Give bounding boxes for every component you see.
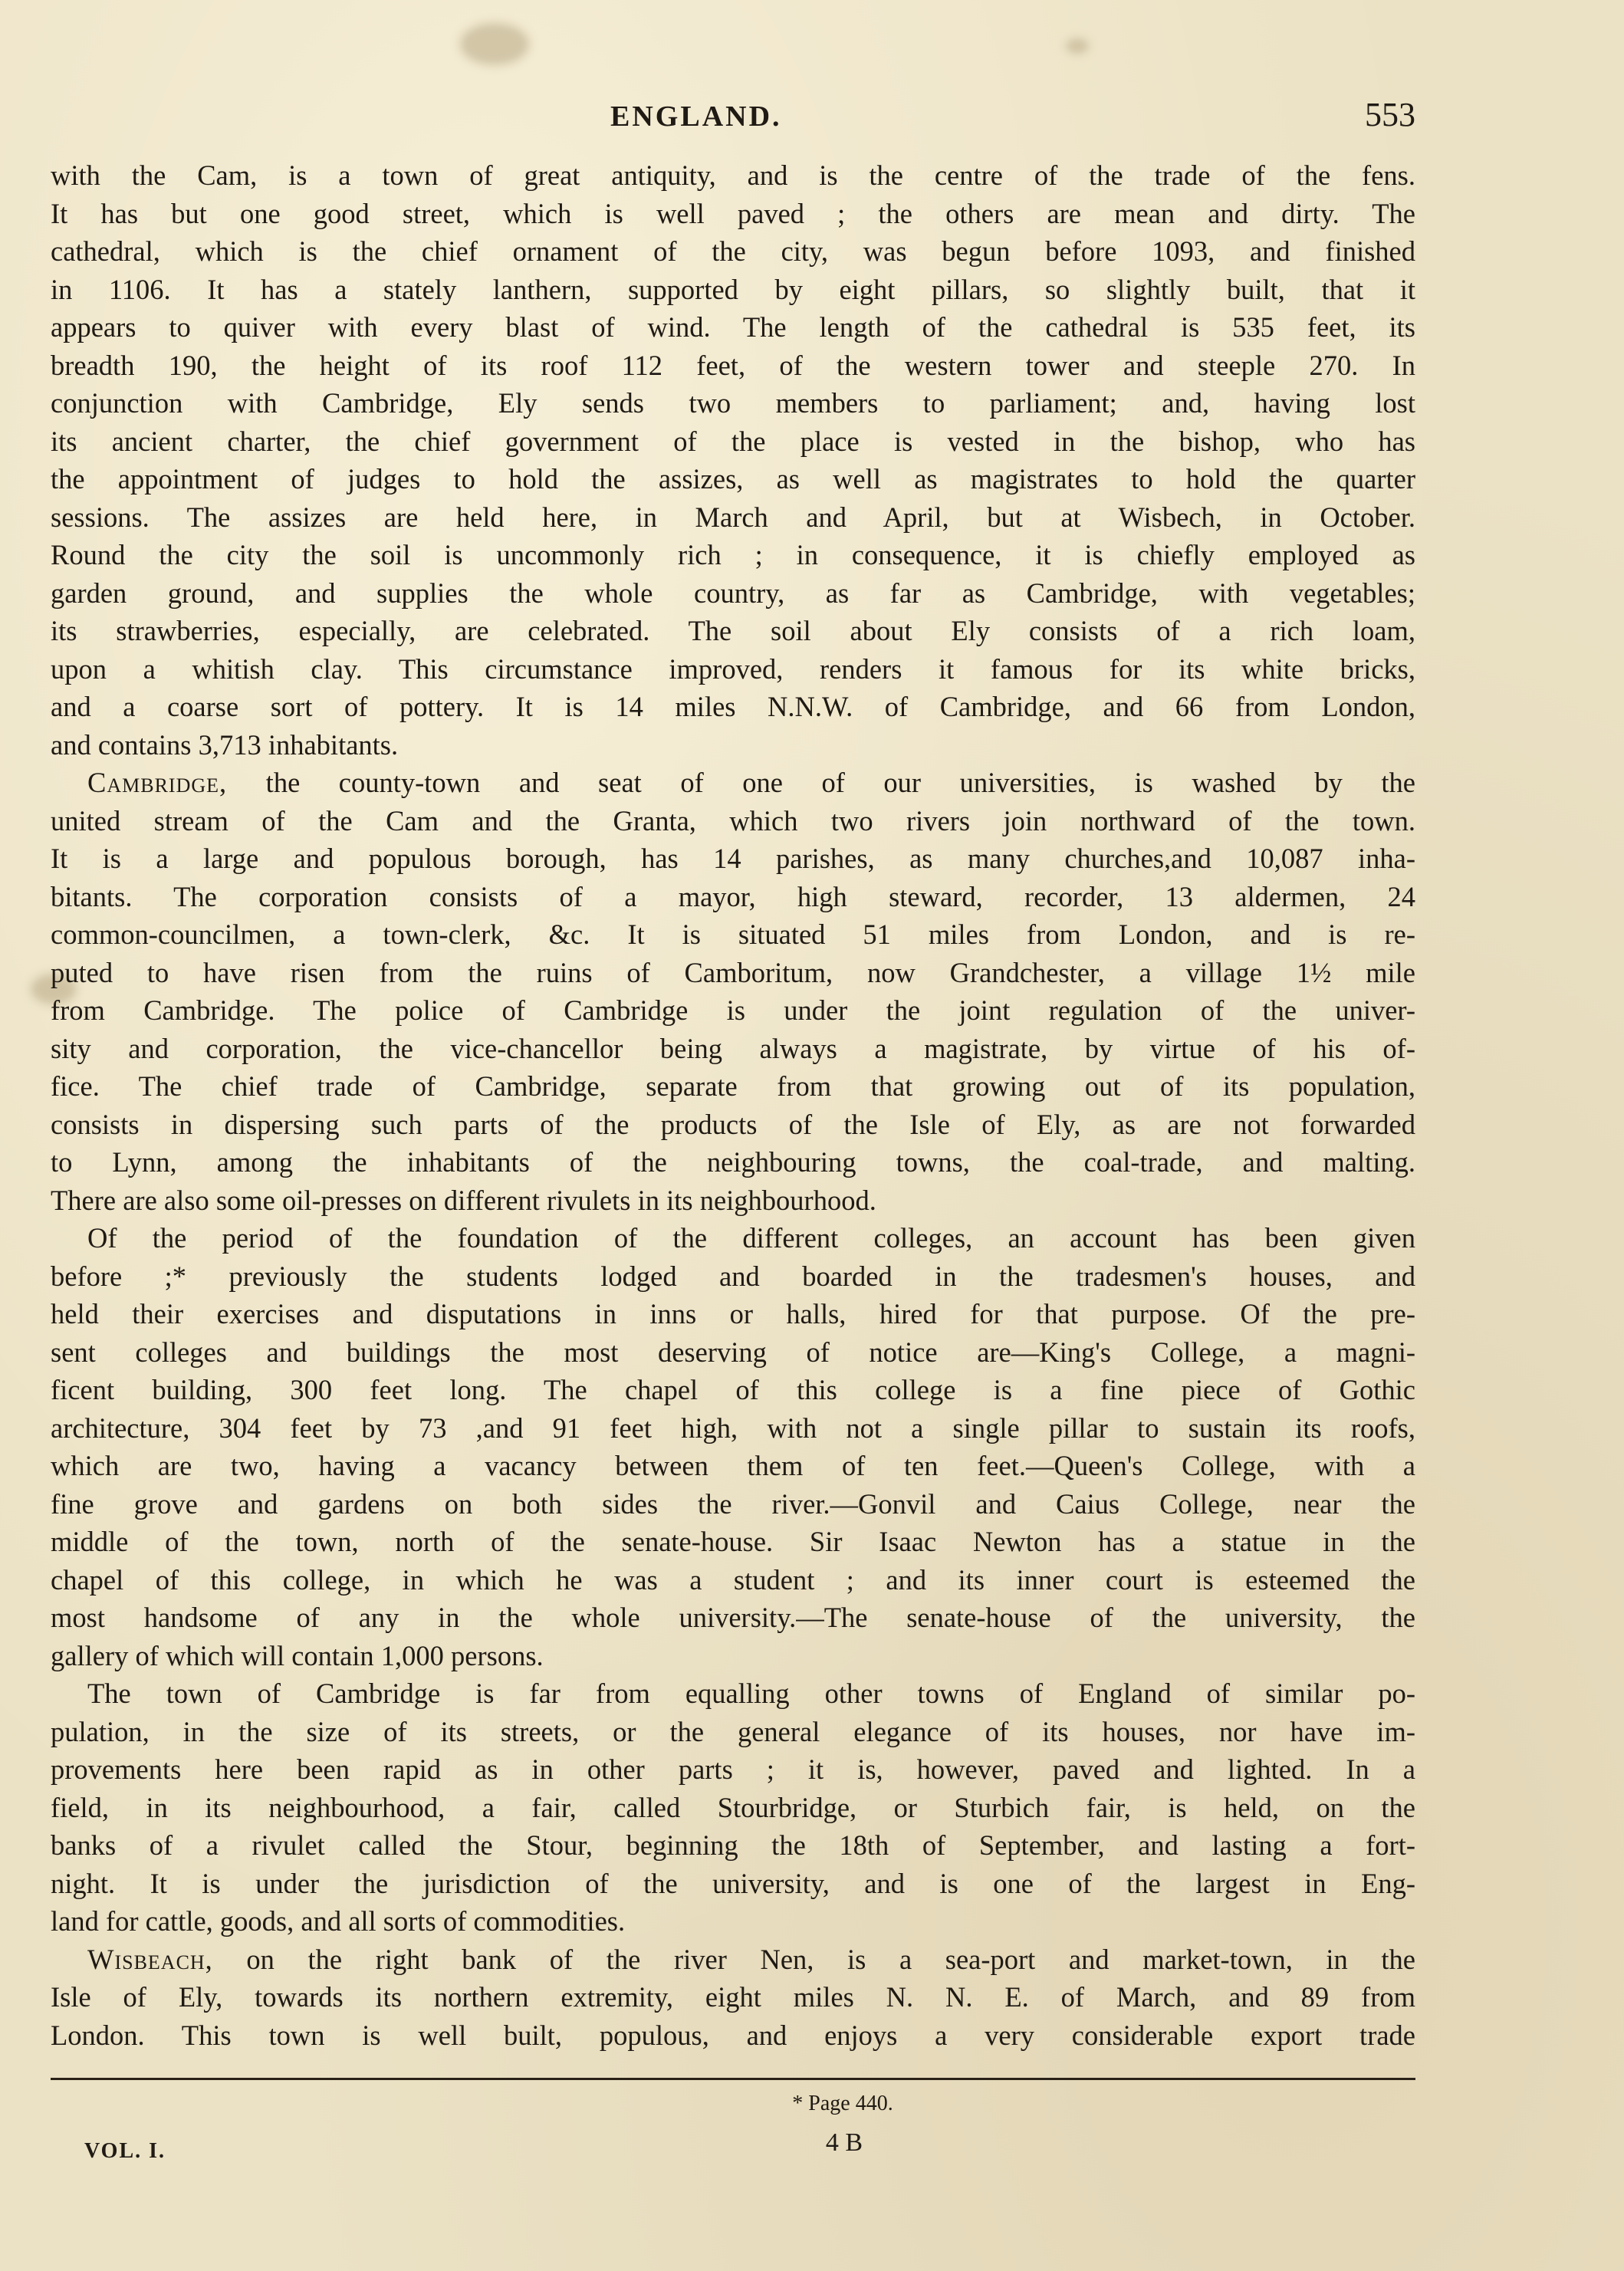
text-line: conjunction with Cambridge, Ely sends two members to parliament; and, having lost (51, 387, 1415, 419)
text-line: Isle of Ely, towards its northern extremity, eight miles N. N. E. of March, and 89 from (51, 1981, 1415, 2013)
text-line: sity and corporation, the vice-chancellor being always a magistrate, by virtue of his of- (51, 1032, 1415, 1064)
paragraph (51, 1941, 1415, 2055)
text-line: pulation, in the size of its streets, or the general elegance of its houses, nor have im- (51, 1715, 1415, 1747)
ink-stain (460, 23, 529, 65)
paragraph (51, 764, 1415, 1219)
text-line: middle of the town, north of the senate-house. Sir Isaac Newton has a statue in the (51, 1526, 1415, 1557)
text-line: fine grove and gardens on both sides the river.—Gonvil and Caius College, near the (51, 1487, 1415, 1520)
text-run: the county-town and seat of one of our universities, is washed by the (227, 767, 1415, 798)
text-line: consists in dispersing such parts of the products of the Isle of Ely, as are not forwarded (51, 1108, 1415, 1140)
text-line: united stream of the Cam and the Granta, which two rivers join northward of the town. (51, 804, 1415, 836)
text-line: fice. The chief trade of Cambridge, separate from that growing out of its population, (51, 1070, 1415, 1102)
text-line: Of the period of the foundation of the different colleges, an account has been given (87, 1222, 1415, 1254)
text-line: bitants. The corporation consists of a mayor, high steward, recorder, 13 aldermen, 24 (51, 880, 1415, 912)
text-line: chapel of this college, in which he was a student ; and its inner court is esteemed the (51, 1563, 1415, 1596)
footnote-rule (51, 2078, 1415, 2080)
text-line: field, in its neighbourhood, a fair, called Stourbridge, or Sturbich fair, is held, on the (51, 1791, 1415, 1823)
text-line: sessions. The assizes are held here, in March and April, but at Wisbech, in October. (51, 501, 1415, 533)
text-line: architecture, 304 feet by 73 ,and 91 feet high, with not a single pillar to sustain its roofs, (51, 1412, 1415, 1444)
text-line: puted to have risen from the ruins of Camboritum, now Grandchester, a village 1½ mile (51, 956, 1415, 988)
text-line: held their exercises and disputations in inns or halls, hired for that purpose. Of the pre- (51, 1298, 1415, 1329)
text-line: cathedral, which is the chief ornament of the city, was begun before 1093, and finished (51, 235, 1415, 267)
text-line: before ;* previously the students lodged and boarded in the tradesmen's houses, and (51, 1260, 1415, 1292)
text-line: banks of a rivulet called the Stour, beginning the 18th of September, and lasting a fort- (51, 1829, 1415, 1861)
text-line: in 1106. It has a stately lanthern, supported by eight pillars, so slightly built, that it (51, 273, 1415, 305)
volume-label: VOL. I. (84, 2139, 166, 2163)
text-line: garden ground, and supplies the whole country, as far as Cambridge, with vegetables; (51, 577, 1415, 609)
text-line: breadth 190, the height of its roof 112 feet, of the western tower and steeple 270. In (51, 349, 1415, 381)
text-line (51, 764, 1415, 802)
text-line: common-councilmen, a town-clerk, &c. It is situated 51 miles from London, and is re- (51, 919, 1415, 950)
text-line: London. This town is well built, populous, and enjoys a very considerable export trade (51, 2019, 1415, 2051)
paragraph (51, 1674, 1415, 1941)
running-head: ENGLAND. (610, 100, 782, 133)
text-line: its strawberries, especially, are celebrated. The soil about Ely consists of a rich loam, (51, 615, 1415, 646)
text-line: which are two, having a vacancy between them of ten feet.—Queen's College, with a (51, 1450, 1415, 1481)
footnote: * Page 440. (792, 2092, 893, 2115)
text-line: gallery of which will contain 1,000 persons. (51, 1639, 544, 1671)
signature-mark: 4 B (825, 2128, 863, 2157)
text-line: appears to quiver with every blast of wind. The length of the cathedral is 535 feet, its (51, 311, 1415, 343)
text-line: to Lynn, among the inhabitants of the neighbouring towns, the coal-trade, and malting. (51, 1146, 1415, 1178)
text-line: Round the city the soil is uncommonly rich ; in consequence, it is chiefly employed as (51, 539, 1415, 570)
text-line: It is a large and populous borough, has 14 parishes, as many churches,and 10,087 inha- (51, 843, 1415, 874)
paragraph-lead: Wisbeach, (87, 1943, 213, 1975)
paragraph-lead: Cambridge, (87, 767, 228, 798)
page-header (51, 92, 1415, 138)
text-run: on the right bank of the river Nen, is a sea-port and market-town, in the (212, 1943, 1415, 1975)
text-line: The town of Cambridge is far from equalling other towns of England of similar po- (87, 1678, 1415, 1709)
text-line: ficent building, 300 feet long. The chapel of this college is a fine piece of Gothic (51, 1374, 1415, 1405)
text-line (51, 1941, 1415, 1979)
paragraph (51, 1219, 1415, 1674)
text-line: with the Cam, is a town of great antiquity, and is the centre of the trade of the fens. (51, 159, 1415, 191)
text-line: most handsome of any in the whole university.—The senate-house of the university, the (51, 1602, 1415, 1633)
body-text (51, 156, 1415, 2054)
paragraph (51, 156, 1415, 764)
text-line: provements here been rapid as in other parts ; it is, however, paved and lighted. In a (51, 1753, 1415, 1785)
text-line: its ancient charter, the chief government of the place is vested in the bishop, who has (51, 425, 1415, 457)
text-line: night. It is under the jurisdiction of the university, and is one of the largest in Eng- (51, 1867, 1415, 1899)
text-line: It has but one good street, which is well paved ; the others are mean and dirty. The (51, 197, 1415, 229)
text-line: and contains 3,713 inhabitants. (51, 728, 399, 761)
text-line: the appointment of judges to hold the assizes, as well as magistrates to hold the quarter (51, 463, 1415, 495)
ink-stain (1066, 38, 1089, 54)
page-number: 553 (1365, 96, 1415, 133)
text-line: upon a whitish clay. This circumstance improved, renders it famous for its white bricks, (51, 652, 1415, 685)
text-line: from Cambridge. The police of Cambridge is under the joint regulation of the univer- (51, 994, 1415, 1026)
text-line: sent colleges and buildings the most deserving of notice are—King's College, a magni- (51, 1336, 1415, 1368)
text-line: land for cattle, goods, and all sorts of commodities. (51, 1905, 626, 1937)
text-line: and a coarse sort of pottery. It is 14 miles N.N.W. of Cambridge, and 66 from London, (51, 691, 1415, 722)
text-line: There are also some oil-presses on different rivulets in its neighbourhood. (51, 1184, 876, 1216)
